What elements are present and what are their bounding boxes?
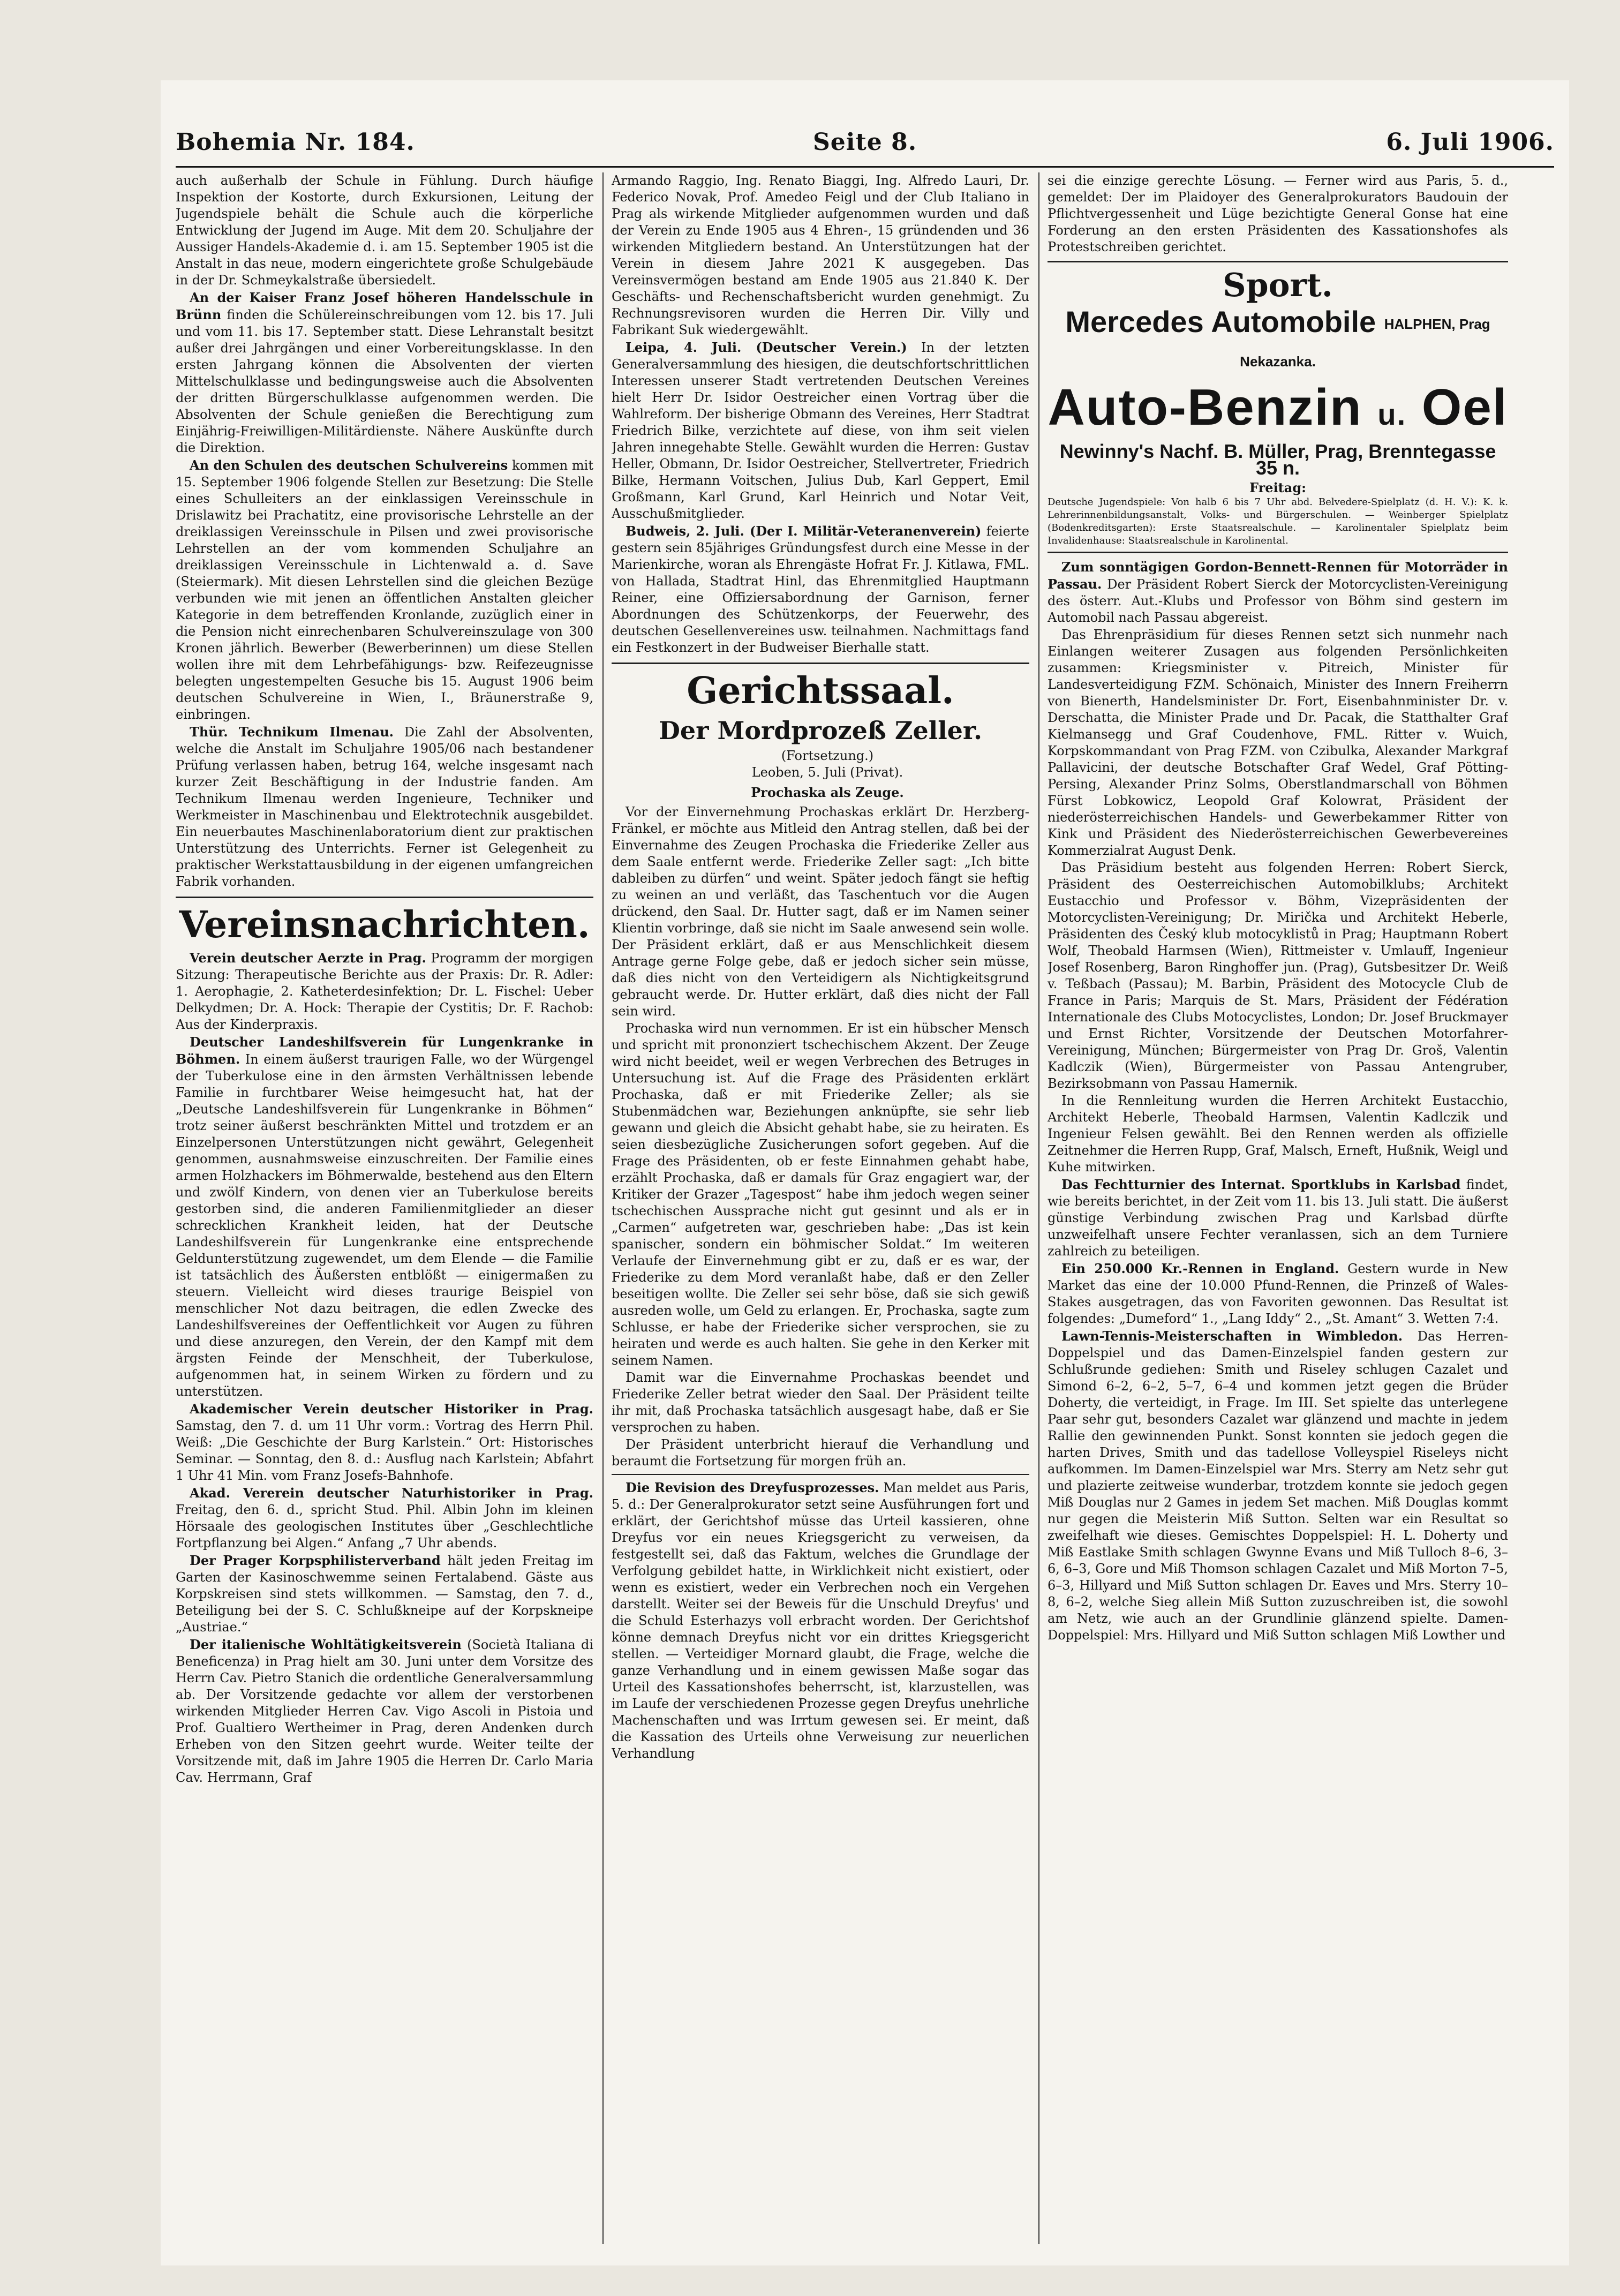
article-title: Der Mordprozeß Zeller. [659, 716, 982, 745]
column-2 [612, 172, 1029, 2244]
article [176, 1485, 593, 1552]
article-paragraph: Prochaska wird nun vernommen. Er ist ein hübscher Mensch und spricht mit prononziert tschechischem Akzent. Der Zeuge wird nicht beeidet, weil er wegen Verbrechen des Betruges in Untersuchung ist. Auf die Frage des Präsidenten erklärt Prochaska, daß er mit Friederike Zeller; als sie Stubenmädchen war, Beziehungen anknüpfte, sie sehr lieb gewann und gleich die Absicht gehabt habe, sie zu heiraten. Es seien diesbezügliche Zusicherungen sofort gegeben. Auf die Frage des Präsidenten, ob er feste Einnahmen gehabt habe, erzählt Prochaska, daß er damals für Graz engagiert war, der Kritiker der Grazer „Tagespost“ habe ihm jedoch wegen seiner tschechischen Aussprache nicht gut gesinnt und als er in „Carmen“ aufgetreten war, geschrieben habe: „Das ist kein spanischer, sondern ein böhmischer Soldat.“ Im weiteren Verlaufe der Einvernehmung gibt er zu, daß er es war, der Friederike zu dem Mord veranlaßt habe, daß er den Zeller beseitigen wollte. Die Zeller sei sehr böse, daß sie sich gewiß ausreden wolle, um Geld zu erlangen. Er, Prochaska, sagte zum Schlusse, er habe der Friederike sicher versprochen, sie zu heiraten und werde es auch halten. Sie gehe in den Kerker mit seinem Namen. [612, 1021, 1029, 1368]
article-paragraph: Das Präsidium besteht aus folgenden Herren: Robert Sierck, Präsident des Oesterreichischen Automobilklubs; Architekt Eustacchio und Professor v. Böhm, Vizepräsidenten der Motorcyclisten-Vereinigung; Dr. Mirička und Architekt Heberle, Präsidenten des Český klub motocyklistů in Prag; Hauptmann Robert Wolf, Theobald Harmsen (Wien), Rittmeister v. Umlauff, Ingenieur Josef Rosenberg, Baron Ringhoffer jun. (Prag), Gutsbesitzer Dr. Weiß v. Teßbach (Passau); M. Barbin, Präsident des Motocycle Club de France in Paris; Marquis de St. Mars, Präsident der Fédération Internationale des Clubs Motocyclistes, London; Dr. Josef Bruckmayer und Ernst Richter, Vorsitzende der Deutschen Motorfahrer-Vereinigung, München; Bürgermeister von Prag Dr. Groš, Valentin Kadlczik (Wien), Bürgermeister von Passau Antengruber, Bezirksobmann von Passau Hamernik. [1048, 860, 1508, 1091]
section-title: Gerichtssaal. [612, 663, 1029, 712]
article-text: feierte gestern sein 85jähriges Gründungsfest durch eine Messe in der Marienkirche, woran als Ehrengäste Hofrat Fr. J. Kitlawa, FML. von Hallada, Stadtrat Hinl, das Ehrenmitglied Hauptmann Reiner, eine Offiziersabordnung der Garnison, ferner Abordnungen des Schützenkorps, der Feuerwehr, des deutschen Gesellenvereines usw. teilnahmen. Nachmittags fand ein Festkonzert in der Budweiser Bierhalle statt. [612, 524, 1029, 655]
article-text: finden die Schülereinschreibungen vom 12. bis 17. Juli und vom 11. bis 17. September statt. Diese Lehranstalt besitzt außer drei Jahrgängen und einer Vorbereitungsklasse. In den ersten Jahrgang können die Absolventen der vierten Mittelschulklasse und bedingungsweise auch die Absolventen der dritten Bürgerschulklasse aufgenommen werden. Die Absolventen der Schule genießen die Berechtigung zum Einjährig-Freiwilligen-Militärdienste. Nähere Auskünfte durch die Direktion. [176, 307, 593, 455]
article-text: Gestern wurde in New Market das eine der 10.000 Pfund-Rennen, die Prinzeß of Wales-Stakes ausgetragen, das von Favoriten gewonnen. Das Resultat ist folgendes: „Dumeford“ 1., „Lang Iddy“ 2., „St. Amant“ 3. Wetten 7:4. [1048, 1261, 1508, 1327]
article [176, 1034, 593, 1400]
section-title: Vereinsnachrichten. [176, 897, 593, 946]
ad-brand: Mercedes Automobile [1065, 305, 1376, 338]
newspaper-page [161, 80, 1569, 2265]
article-heading: Deutscher Landeshilfsverein für Lungenkranke in Böhmen. [176, 1034, 593, 1067]
article-paragraph: Damit war die Einvernahme Prochaskas beendet und Friederike Zeller betrat wieder den Saal. Der Präsident teilte ihr mit, daß Prochaska tatsächlich ausgesagt habe, daß er Sie versprochen zu haben. [612, 1370, 1029, 1435]
column-rule-1 [602, 172, 604, 2244]
article-paragraph: In die Rennleitung wurden die Herren Architekt Eustacchio, Architekt Heberle, Theobald Harmsen, Valentin Kadlczik und Ingenieur Felsen gewählt. Bei den Rennen werden als offizielle Zeitnehmer die Herren Rupp, Graf, Malsch, Erneft, Hußnik, Weigl und Kuhe mitwirken. [1048, 1093, 1508, 1175]
ad-line-benzin [1048, 379, 1508, 443]
ad-product-oel: Oel [1421, 379, 1508, 436]
article [1048, 1260, 1508, 1327]
article-heading: Akademischer Verein deutscher Historiker in Prag. [190, 1401, 593, 1417]
article-heading: Das Fechtturnier des Internat. Sportklubs in Karlsbad [1061, 1177, 1461, 1193]
page-header [176, 129, 1554, 171]
article [176, 457, 593, 723]
article [1048, 1176, 1508, 1260]
article [176, 289, 593, 456]
article [612, 523, 1029, 656]
continuation-note: (Fortsetzung.) [781, 748, 874, 763]
column-3 [1048, 172, 1508, 2244]
header-title: Bohemia Nr. 184. [176, 129, 415, 156]
article-heading: An den Schulen des deutschen Schulvereins [190, 457, 508, 473]
article-text: Das Herren-Doppelspiel und das Damen-Einzelspiel fanden gestern zur Schlußrunde gediehen: Smith und Riseley schlugen Cazalet und Simond 6–2, 6–2, 5–7, 6–4 und kommen jetzt gegen die Brüder Doherty, die verteidigt, in Frage. Im III. Set spielte das unterlegene Paar sehr gut, besonders Cazalet war glänzend und machte in jedem Rallie den gewinnenden Punkt. Sonst konnten sie jedoch gegen die harten Drives, Smith und das tadellose Volleyspiel Riseleys nicht aufkommen. Im Damen-Einzelspiel war Mrs. Sterry am Netz sehr gut und plazierte zeitweise wunderbar, trotzdem konnte sie jedoch gegen Miß Douglas nur 2 Games in jedem Set machen. Miß Douglas kommt nur gegen die Meisterin Miß Sutton. Selten war ein Resultat so zweifelhaft wie dieses. Gemischtes Doppelspiel: H. L. Doherty und Miß Eastlake Smith schlagen Gwynne Evans und Miß Tulloch 8–6, 3–6, 6–3, Gore und Miß Thomson schlagen Cazalet und Miß Morton 7–5, 6–3, Hillyard und Miß Sutton schlagen Dr. Eaves und Mrs. Sterry 10–8, 6–2, welche Sieg allein Miß Sutton zuzuschreiben ist, die sowohl am Netz, wie auch an der Grundlinie glänzend spielte. Damen-Doppelspiel: Mrs. Hillyard und Miß Sutton schlagen Miß Lowther und [1048, 1329, 1508, 1643]
article-text: Die Zahl der Absolventen, welche die Anstalt im Schuljahre 1905/06 nach bestandener Prüfung verlassen haben, betrug 164, welche insgesamt nach kurzer Zeit Beschäftigung in der Industrie fanden. Am Technikum Ilmenau werden Ingenieure, Techniker und Werkmeister in Maschinenbau und Elektrotechnik ausgebildet. Ein neuerbautes Maschinenlaboratorium dient zur praktischen Unterstützung des Unterrichts. Ferner ist Gelegenheit zu praktischer Werkstattausbildung in der eigenen umfangreichen Fabrik vorhanden. [176, 725, 593, 889]
article-heading: Der italienische Wohltätigkeitsverein [190, 1637, 462, 1652]
dateline: Leoben, 5. Juli (Privat). [751, 765, 903, 780]
article [176, 1636, 593, 1786]
ad-dealer: HALPHEN, Prag Nekazanka. [1240, 316, 1490, 370]
article-heading: Zum sonntägigen Gordon-Bennett-Rennen für Motorräder in Passau. [1048, 559, 1508, 592]
article-text: findet, wie bereits berichtet, in der Zeit vom 11. bis 13. Juli statt. Die äußerst günstige Verbindung zwischen Prag und Karlsbad dürfte unzweifelhaft unsere Fechter veranlassen, sich an dem Turniere zahlreich zu beteiligen. [1048, 1177, 1508, 1259]
article [1048, 559, 1508, 626]
article-paragraph: auch außerhalb der Schule in Fühlung. Durch häufige Inspektion der Kostorte, durch Exkursionen, Leitung der Jugendspiele behält die Schule auch die körperliche Entwicklung der Jugend im Auge. Mit dem 20. Schuljahre der Aussiger Handels-Akademie d. i. am 15. September 1905 ist die Anstalt in das neue, modern eingerichtete große Schulgebäude in der Dr. Schmeykalstraße übersiedelt. [176, 173, 593, 288]
article-heading: Thür. Technikum Ilmenau. [190, 724, 394, 740]
article-heading: Ein 250.000 Kr.-Rennen in England. [1061, 1261, 1339, 1277]
article-heading: Leipa, 4. Juli. (Deutscher Verein.) [626, 340, 907, 355]
article-text: Man meldet aus Paris, 5. d.: Der Generalprokurator setzt seine Ausführungen fort und erklärt, der Gerichtshof müsse das Urteil kassieren, ohne Dreyfus vor ein neues Kriegsgericht zu verweisen, da festgestellt sei, daß das Faktum, welches die Grundlage der Verfolgung gebildet hatte, in Wirklichkeit nicht existiert, oder wenn es existiert, weder ein Verbrechen noch ein Vergehen darstellt. Weiter sei der Beweis für die Unschuld Dreyfus' und die Schuld Esterhazys voll erbracht worden. Der Gerichtshof könne demnach Dreyfus nicht vor ein drittes Kriegsgericht stellen. — Verteidiger Mornard glaubt, die Frage, welche die ganze Verhandlung und in einem gewissen Maße sogar das Urteil des Kassationshofes beherrscht, ist, klarzustellen, was im Laufe der verschiedenen Prozesse gegen Dreyfus unehrliche Machenschaften und was Irrtum gewesen sei. Er meint, daß die Kassation des Urteils ohne Verweisung zur neuerlichen Verhandlung [612, 1480, 1029, 1761]
article-heading: Budweis, 2. Juli. (Der I. Militär-Veteranenverein) [626, 523, 982, 539]
friday-heading: Freitag: [1249, 480, 1306, 496]
article-paragraph: Das Ehrenpräsidium für dieses Rennen setzt sich nunmehr nach Einlangen weiterer Zusagen aus folgenden Persönlichkeiten zusammen: Kriegsminister v. Pitreich, Minister für Landesverteidigung FZM. Schönaich, Minister des Innern Freiherrn von Bienerth, Handelsminister Dr. Fort, Eisenbahnminister Dr. v. Derschatta, die Minister Prade und Dr. Pacak, die Statthalter Graf Kielmansegg und Graf Coudenhove, FML. Ritter v. Wuich, Korpskommandant von Prag FZM. von Czibulka, Alexander Markgraf Pallavicini, der deutsche Botschafter Graf Wedel, Graf Pötting-Persing, Alexander Prinz Solms, Oberstlandmarschall von Böhmen Fürst Lobkowicz, Leopold Graf Kolowrat, Präsident der niederösterreichischen Handels- und Gewerbekammer Ritter von Kink und Präsident des Niederösterreichischen Gewerbevereines Kommerzialrat August Denk. [1048, 627, 1508, 859]
column-1 [176, 172, 593, 2244]
article-text: Der Präsident Robert Sierck der Motorcyclisten-Vereinigung des österr. Aut.-Klubs und Professor von Böhm sind gestern im Automobil nach Passau abgereist. [1048, 577, 1508, 626]
article-heading: Der Prager Korpsphilisterverband [190, 1553, 441, 1568]
article [612, 1479, 1029, 1762]
ad-line-mercedes [1048, 304, 1508, 379]
article-text: (Società Italiana di Beneficenza) in Prag hielt am 30. Juni unter dem Vorsitze des Herrn Cav. Pietro Stanich die ordentliche Generalversammlung ab. Der Vorsitzende gedachte vor allem der verstorbenen wirkenden Mitglieder Herren Cav. Vigo Ascoli in Pistoia und Prof. Gualtiero Wertheimer in Prag, deren Andenken durch Erheben von den Sitzen geehrt wurde. Weiter teilte der Vorsitzende mit, daß im Jahre 1905 die Herren Dr. Carlo Maria Cav. Herrmann, Graf [176, 1637, 593, 1785]
article-paragraph: Armando Raggio, Ing. Renato Biaggi, Ing. Alfredo Lauri, Dr. Federico Novak, Prof. Amedeo Feigl und der Club Italiano in Prag als wirkende Mitglieder aufgenommen wurden und daß der Verein zu Ende 1905 aus 4 Ehren-, 15 gründenden und 36 wirkenden Mitgliedern bestand. An Unterstützungen hat der Verein in diesem Jahre 2021 K ausgegeben. Das Vereinsvermögen bestand am Ende 1905 aus 21.840 K. Der Geschäfts- und Rechenschaftsbericht wurden genehmigt. Zu Rechnungsrevisoren wurden die Herren Dir. Villy und Fabrikant Suk wiedergewählt. [612, 173, 1029, 337]
friday-schedule: Deutsche Jugendspiele: Von halb 6 bis 7 Uhr abd. Belvedere-Spielplatz (d. H. V.): K. k. Lehrerinnenbildungsanstalt, Volks- und Bürgerschulen. — Weinberger Spielplatz (Bodenkreditsgarten): Erste Staatsrealschule. — Karolinentaler Spielplatz beim Invalidenhause: Staatsrealschule in Karolinental. [1048, 496, 1508, 547]
article-paragraph: Der Präsident unterbricht hierauf die Verhandlung und beraumt die Fortsetzung für morgen früh an. [612, 1437, 1029, 1469]
article-heading: Akad. Vererein deutscher Naturhistoriker in Prag. [190, 1485, 593, 1501]
subheading: Prochaska als Zeuge. [751, 785, 904, 800]
article-heading: Lawn-Tennis-Meisterschaften in Wimbledon. [1061, 1328, 1403, 1344]
section-title: Sport. [1223, 267, 1333, 304]
article-text: kommen mit 15. September 1906 folgende Stellen zur Besetzung: Die Stelle eines Schulleiters an der einklassigen Vereinsschule in Drislawitz bei Prachatitz, eine provisorische Lehrstelle an der dreiklassigen Vereinsschule in Pilsen und zwei provisorische Lehrstellen an der vom kommenden Schuljahre an dreiklassigen Vereinsschule in Lichtenwald a. d. Save (Steiermark). Mit diesen Lehrstellen sind die gleichen Bezüge verbunden wie mit jenen an öffentlichen Anstalten gleicher Kategorie in dem betreffenden Kronlande, zuzüglich einer in die Pension nicht einrechenbaren Schulvereinszulage von 300 Kronen jährlich. Bewerber (Bewerberinnen) um diese Stellen wollen ihre mit dem Lehrbefähigungs- bzw. Reifezeugnisse belegten ungestempelten Gesuche bis 15. August 1906 beim deutschen Schulvereine in Wien, I., Bräunerstraße 9, einbringen. [176, 458, 593, 722]
article-heading: Verein deutscher Aerzte in Prag. [190, 950, 426, 966]
advertisement [1048, 261, 1508, 553]
article [176, 950, 593, 1033]
article [1048, 1328, 1508, 1644]
article [176, 1552, 593, 1636]
column-rule-2 [1038, 172, 1039, 2244]
ad-product-benzin: Auto-Benzin [1048, 379, 1362, 436]
article-paragraph: sei die einzige gerechte Lösung. — Ferner wird aus Paris, 5. d., gemeldet: Der im Plaidoyer des Generalprokurators Baudouin der Pflichtvergessenheit und Lüge bezichtigte General Gonse hat eine Forderung an den ersten Präsidenten des Kassationshofes als Protestschreiben gerichtet. [1048, 173, 1508, 254]
header-date: 6. Juli 1906. [1386, 129, 1554, 156]
article-text: Samstag, den 7. d. um 11 Uhr vorm.: Vortrag des Herrn Phil. Weiß: „Die Geschichte der Burg Karlstein.“ Ort: Historisches Seminar. — Sonntag, den 8. d.: Ausflug nach Karlstein; Abfahrt 1 Uhr 41 Min. vom Franz Josefs-Bahnhofe. [176, 1418, 593, 1483]
ad-connector: u. [1377, 397, 1407, 432]
article [176, 724, 593, 890]
article-paragraph: Vor der Einvernehmung Prochaskas erklärt Dr. Herzberg-Fränkel, er möchte aus Mitleid den Antrag stellen, daß bei der Einvernahme des Zeugen Prochaska die Friederike Zeller aus dem Saale entfernt werde. Friederike Zeller sagt: „Ich bitte dableiben zu dürfen“ und weint. Später jedoch fängt sie heftig zu weinen an und verläßt, das Taschentuch vor die Augen drückend, den Saal. Dr. Hutter sagt, daß er im Namen seiner Klientin vorbringe, daß sie nicht im Saale anwesend sein wolle. Der Präsident erklärt, daß er aus Menschlichkeit diesem Antrage gerne Folge gebe, daß er jedoch sicher sein müsse, daß dies nicht von den Verteidigern als Nichtigkeitsgrund gebraucht werde. Dr. Hutter erklärt, daß dies nicht der Fall sein wird. [612, 804, 1029, 1019]
divider [612, 1474, 1029, 1475]
article [176, 1401, 593, 1484]
article-text: Programm der morgigen Sitzung: Therapeutische Berichte aus der Praxis: Dr. R. Adler: 1. Aerophagie, 2. Katheterdesinfektion; Dr. L. Fischel: Ueber Delkydmen; Dr. A. Hock: Therapie der Cystitis; Dr. F. Rachob: Aus der Kinderpraxis. [176, 951, 593, 1032]
article [612, 339, 1029, 522]
article-heading: Die Revision des Dreyfusprozesses. [626, 1480, 879, 1495]
article-heading: An der Kaiser Franz Josef höheren Handelsschule in Brünn [176, 290, 593, 322]
article-text: In einem äußerst traurigen Falle, wo der Würgengel der Tuberkulose eine in den ärmsten Verhältnissen lebende Familie in furchtbarer Weise heimgesucht hat, hat der „Deutsche Landeshilfsverein für Lungenkranke in Böhmen“ trotz seiner äußerst beschränkten Mittel und trotzdem er an Einzelpersonen Unterstützungen nicht gewährt, Gelegenheit genommen, ausnahmsweise einzuschreiten. Der Familie eines armen Holzhackers im Böhmerwalde, bestehend aus den Eltern und zwölf Kindern, von denen vier an Tuberkulose bereits gestorben sind, die anderen Familienmitglieder an dieser schrecklichen Krankheit leiden, hat der Deutsche Landeshilfsverein für Lungenkranke eine entsprechende Geldunterstützung zugewendet, um dem Elende — die Familie ist tatsächlich des Äußersten entblößt — einigermaßen zu steuern. Vielleicht wird dieses traurige Beispiel von menschlicher Not dazu beitragen, die edlen Zwecke des Landeshilfsvereines der Oeffentlichkeit vor Augen zu führen und diese anzuregen, den Verein, der den Kampf mit dem ärgsten Feinde der Menschheit, der Tuberkulose, aufgenommen hat, in seinem Wirken zu fördern und zu unterstützen. [176, 1052, 593, 1399]
ad-line-address: Newinny's Nachf. B. Müller, Prag, Brenntegasse 35 n. [1059, 440, 1496, 479]
article-text: hält jeden Freitag im Garten der Kasinoschwemme seinen Fertalabend. Gäste aus Korpskreisen sind stets willkommen. — Samstag, den 7. d., Beteiligung bei der S. C. Schlußkneipe auf der Korpskneipe „Austriae.“ [176, 1553, 593, 1635]
article-text: Freitag, den 6. d., spricht Stud. Phil. Albin John im kleinen Hörsaale des geologischen Institutes über „Geschlechtliche Fortpflanzung bei Algen.“ Anfang „7 Uhr abends. [176, 1502, 593, 1550]
article-text: In der letzten Generalversammlung des hiesigen, die deutschfortschrittlichen Interessen unserer Stadt vertretenden Deutschen Vereines hielt Herr Dr. Isidor Oestreicher einen Vortrag über die Wahlreform. Der bisherige Obmann des Vereines, Herr Stadtrat Friedrich Bilke, verzichtete auf diese, von ihm seit vielen Jahren innegehabte Stelle. Gewählt wurden die Herren: Gustav Heller, Obmann, Dr. Isidor Oestreicher, Stellvertreter, Friedrich Bilke, Hermann Voitschen, Julius Dub, Karl Geppert, Emil Großmann, Karl Grund, Karl Heinrich und Notar Veit, Ausschußmitglieder. [612, 340, 1029, 521]
header-rule [176, 166, 1554, 168]
header-page-number: Seite 8. [812, 129, 917, 156]
